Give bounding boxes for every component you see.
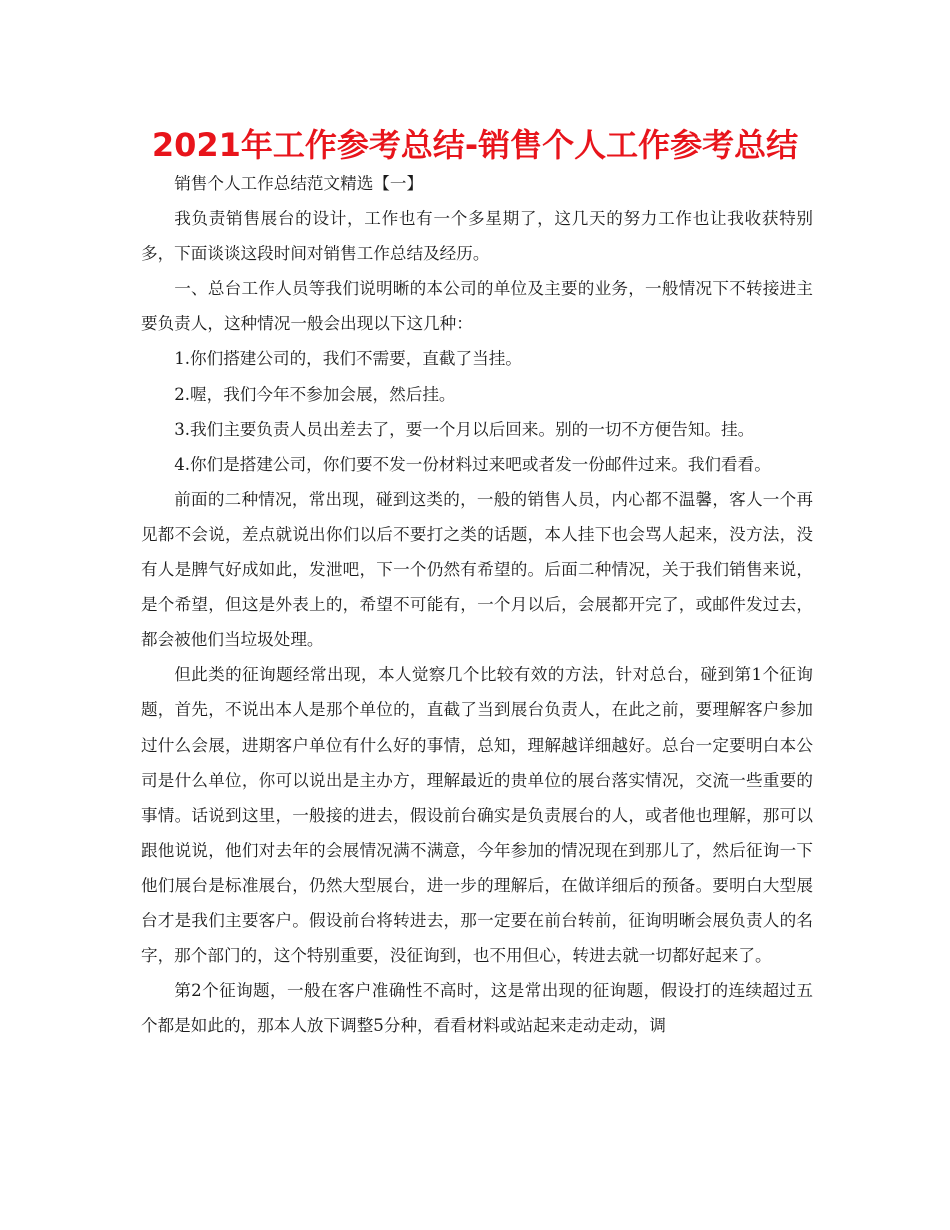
methods-paragraph: 但此类的征询题经常出现，本人觉察几个比较有效的方法，针对总台，碰到第1个征询题，首先，不说出本人是那个单位的，直截了当到展台负责人，在此之前，要理解客户参加过什么会展，进期客户单位有什么好的事情，总知，理解越详细越好。总台一定要明白本公司是什么单位，你可以说出是主办方，理解最近的贵单位的展台落实情况，交流一些重要的事情。话说到这里，一般接的进去，假设前台确实是负责展台的人，或者他也理解，那可以跟他说说，他们对去年的会展情况满不满意，今年参加的情况现在到那儿了，然后征询一下他们展台是标准展台，仍然大型展台，进一步的理解后，在做详细后的预备。要明白大型展台才是我们主要客户。假设前台将转进去，那一定要在前台转前，征询明晰会展负责人的名字，那个部门的，这个特别重要，没征询到，也不用但心，转进去就一切都好起来了。 [141, 665, 813, 966]
list-item-1: 1.你们搭建公司的，我们不需要，直截了当挂。 [174, 349, 522, 369]
analysis-paragraph: 前面的二种情况，常出现，碰到这类的，一般的销售人员，内心都不温馨，客人一个再见都不会说，差点就说出你们以后不要打之类的话题，本人挂下也会骂人起来，没方法，没有人是脾气好成如此，发泄吧，下一个仍然有希望的。后面二种情况，关于我们销售来说，是个希望，但这是外表上的，希望不可能有，一个月以后，会展都开完了，或邮件发过去，都会被他们当垃圾处理。 [141, 489, 813, 650]
document-title: 2021年工作参考总结-销售个人工作参考总结 [151, 126, 799, 164]
list-item-4: 4.你们是搭建公司，你们要不发一份材料过来吧或者发一份邮件过来。我们看看。 [174, 454, 771, 474]
list-item-3: 3.我们主要负责人员出差去了，要一个月以后回来。别的一切不方便告知。挂。 [174, 419, 755, 439]
list-item-2: 2.喔，我们今年不参加会展，然后挂。 [174, 384, 456, 404]
section-one-paragraph: 一、总台工作人员等我们说明晰的本公司的单位及主要的业务，一般情况下不转接进主要负责人，这种情况一般会出现以下这几种： [141, 279, 813, 334]
subheading-paragraph: 销售个人工作总结范文精选【一】 [174, 174, 424, 193]
second-question-paragraph: 第2个征询题，一般在客户准确性不高时，这是常出现的征询题，假设打的连续超过五个都是如此的，那本人放下调整5分种，看看材料或站起来走动走动，调 [141, 981, 813, 1036]
document-body [141, 166, 813, 1043]
intro-paragraph: 我负责销售展台的设计，工作也有一个多星期了，这几天的努力工作也让我收获特别多，下面谈谈这段时间对销售工作总结及经历。 [141, 209, 813, 264]
